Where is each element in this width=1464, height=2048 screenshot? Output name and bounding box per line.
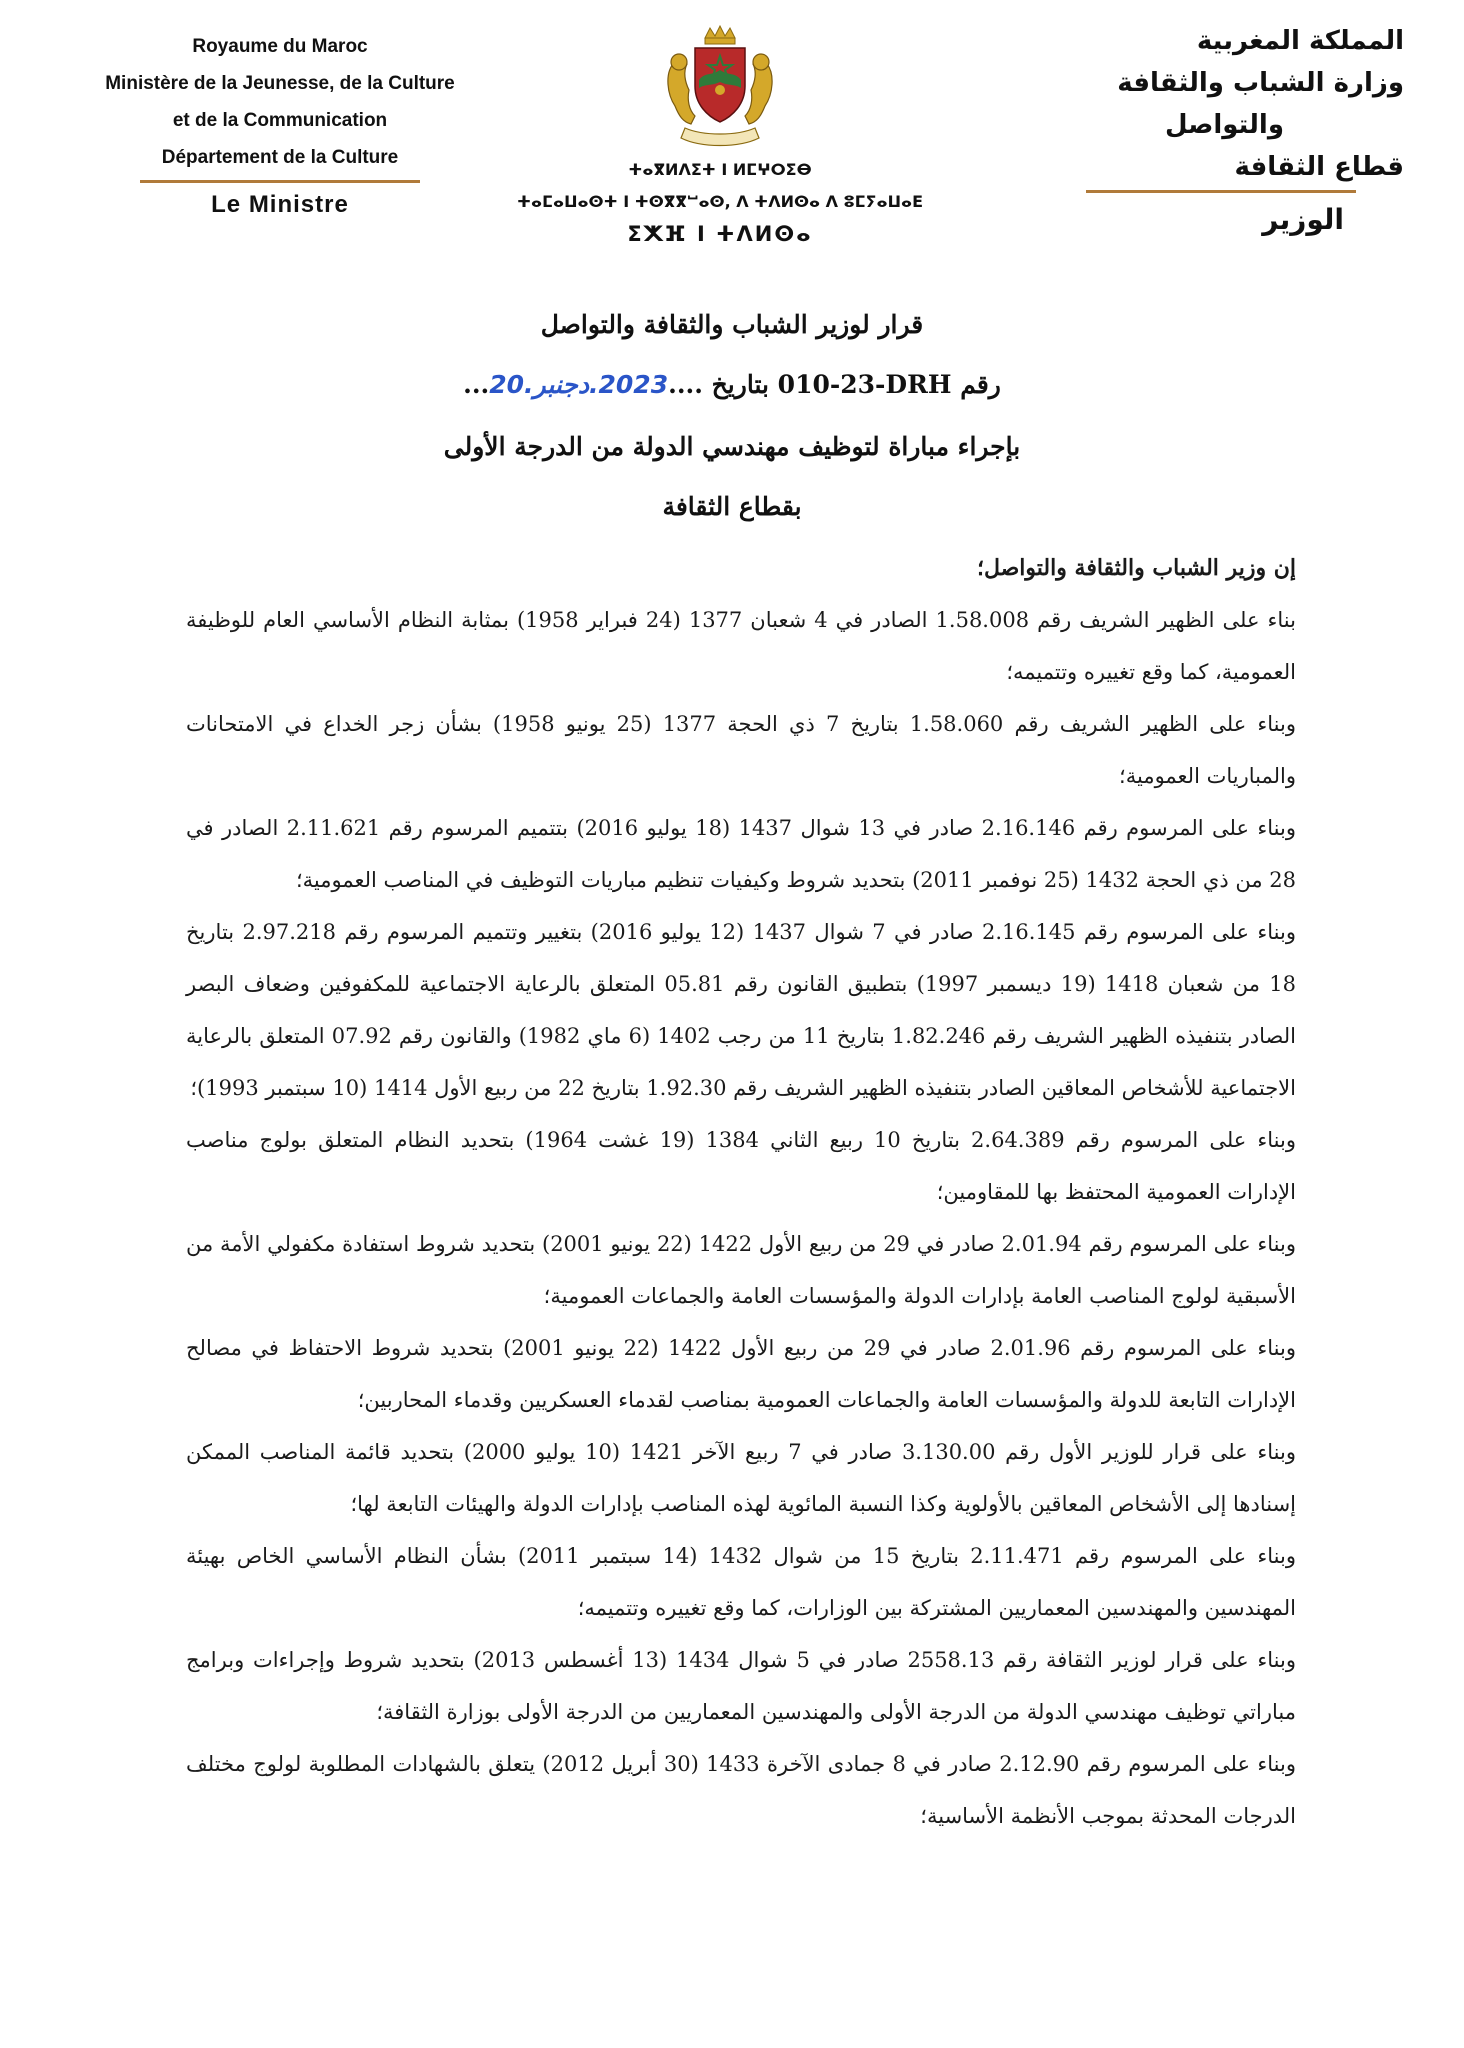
decision-sector: بقطاع الثقافة xyxy=(662,492,802,521)
date-label: بتاريخ xyxy=(711,370,769,399)
ar-line-sector: قطاع الثقافة xyxy=(1234,152,1404,182)
paragraph: وبناء على قرار لوزير الثقافة رقم 2558.13 صادر في 5 شوال 1434 (13 أغسطس 2013) بتحديد شروط وإجراءات وبرامج مباراتي توظيف مهندسي الدولة من الدرجة الأولى والمهندسين المعماريين من الدرجة الأولى بوزارة الثقافة؛ xyxy=(186,1648,1296,1724)
ar-line-ministry: وزارة الشباب والثقافة xyxy=(1117,68,1404,98)
ar-minister-label: الوزير xyxy=(1262,203,1344,236)
decision-title: قرار لوزير الشباب والثقافة والتواصل xyxy=(540,310,924,339)
paragraph: وبناء على المرسوم رقم 2.16.145 صادر في 7 شوال 1437 (12 يوليو 2016) بتغيير وتتميم المرسوم رقم 2.97.218 بتاريخ 18 من شعبان 1418 (19 ديسمبر 1997) بتطبيق القانون رقم 05.81 المتعلق بالرعاية الاجتماعية للمكفوفين وضعاف البصر الصادر بتنفيذه الظهير الشريف رقم 1.82.246 بتاريخ 11 من رجب 1402 (6 ماي 1982) والقانون رقم 07.92 المتعلق بالرعاية الاجتماعية للأشخاص المعاقين الصادر بتنفيذه الظهير الشريف رقم 1.92.30 بتاريخ 22 من ربيع الأول 1414 (10 سبتمبر 1993)؛ xyxy=(186,920,1297,1100)
french-header xyxy=(80,28,480,221)
handwritten-date: 2023.دجنبر.20 xyxy=(489,370,669,399)
ar-header-rule xyxy=(1086,190,1356,193)
decision-subject: بإجراء مباراة لتوظيف مهندسي الدولة من الدرجة الأولى xyxy=(443,432,1021,461)
fr-line-department: Département de la Culture xyxy=(161,147,399,168)
opening-line: إن وزير الشباب والثقافة والتواصل؛ xyxy=(976,555,1296,581)
paragraph: وبناء على المرسوم رقم 2.64.389 بتاريخ 10 ربيع الثاني 1384 (19 غشت 1964) بتحديد النظام المتعلق بولوج مناصب الإدارات العمومية المحتفظ بها للمقاومين؛ xyxy=(186,1128,1296,1204)
decision-body xyxy=(186,542,1296,1842)
center-header xyxy=(510,24,930,250)
paragraph: وبناء على المرسوم رقم 2.01.96 صادر في 29 من ربيع الأول 1422 (22 يونيو 2001) بتحديد شروط الاحتفاظ في مصالح الإدارات التابعة للدولة والمؤسسات العامة والجماعات العمومية بمناصب لقدماء العسكريين وقدماء المحاربين؛ xyxy=(186,1336,1296,1412)
ar-line-communication: والتواصل xyxy=(1165,110,1284,140)
fr-line-kingdom: Royaume du Maroc xyxy=(192,36,368,57)
fr-minister-label: Le Ministre xyxy=(211,191,349,218)
paragraph: وبناء على المرسوم رقم 2.16.146 صادر في 13 شوال 1437 (18 يوليو 2016) بتتميم المرسوم رقم 2.11.621 الصادر في 28 من ذي الحجة 1432 (25 نوفمبر 2011) بتحديد شروط وكيفيات تنظيم مباريات التوظيف في المناصب العمومية؛ xyxy=(186,816,1297,892)
decision-number-line: رقم 010-23-DRH بتاريخ ....2023.دجنبر.20... xyxy=(463,370,1001,399)
paragraph: وبناء على الظهير الشريف رقم 1.58.060 بتاريخ 7 ذي الحجة 1377 (25 يونيو 1958) بشأن زجر الخداع في الامتحانات والمباريات العمومية؛ xyxy=(186,712,1296,788)
fr-line-ministry: Ministère de la Jeunesse, de la Culture xyxy=(105,73,455,94)
tifinagh-sector: ⵉⵅⴼ ⵏ ⵜⴷⵍⵙⴰ xyxy=(627,222,813,246)
number-prefix: رقم xyxy=(960,370,1001,399)
paragraph: بناء على الظهير الشريف رقم 1.58.008 الصادر في 4 شعبان 1377 (24 فبراير 1958) بمثابة النظام الأساسي العام للوظيفة العمومية، كما وقع تغييره وتتميمه؛ xyxy=(186,608,1296,684)
ar-line-kingdom: المملكة المغربية xyxy=(1196,26,1404,56)
paragraph: وبناء على قرار للوزير الأول رقم 3.130.00 صادر في 7 ربيع الآخر 1421 (10 يوليو 2000) بتحديد قائمة المناصب الممكن إسنادها إلى الأشخاص المعاقين بالأولوية وكذا النسبة المائوية لهذه المناصب بإدارات الدولة والهيئات التابعة لها؛ xyxy=(186,1440,1296,1516)
tifinagh-ministry: ⵜⴰⵎⴰⵡⴰⵙⵜ ⵏ ⵜⵙⴳⴳⵯⴰⵙ, ⴷ ⵜⴷⵍⵙⴰ ⴷ ⵓⵎⵢⴰⵡⴰⴹ xyxy=(517,192,923,211)
tifinagh-kingdom: ⵜⴰⴳⵍⴷⵉⵜ ⵏ ⵍⵎⵖⵔⵉⴱ xyxy=(628,160,812,179)
fr-header-rule xyxy=(140,180,420,183)
decision-number: 010-23-DRH xyxy=(777,370,952,399)
arabic-header xyxy=(1004,20,1404,241)
paragraph: وبناء على المرسوم رقم 2.11.471 بتاريخ 15 من شوال 1432 (14 سبتمبر 2011) بشأن النظام الأساسي الخاص بهيئة المهندسين والمهندسين المعماريين المشتركة بين الوزارات، كما وقع تغييره وتتميمه؛ xyxy=(186,1544,1297,1620)
coat-of-arms-icon xyxy=(655,24,785,154)
fr-line-communication: et de la Communication xyxy=(172,110,388,131)
paragraph: وبناء على المرسوم رقم 2.01.94 صادر في 29 من ربيع الأول 1422 (22 يونيو 2001) بتحديد شروط استفادة مكفولي الأمة من الأسبقية لولوج المناصب العامة بإدارات الدولة والمؤسسات العامة والجماعات العمومية؛ xyxy=(186,1232,1296,1308)
paragraph: وبناء على المرسوم رقم 2.12.90 صادر في 8 جمادى الآخرة 1433 (30 أبريل 2012) يتعلق بالشهادات المطلوبة لولوج مختلف الدرجات المحدثة بموجب الأنظمة الأساسية؛ xyxy=(186,1752,1296,1828)
